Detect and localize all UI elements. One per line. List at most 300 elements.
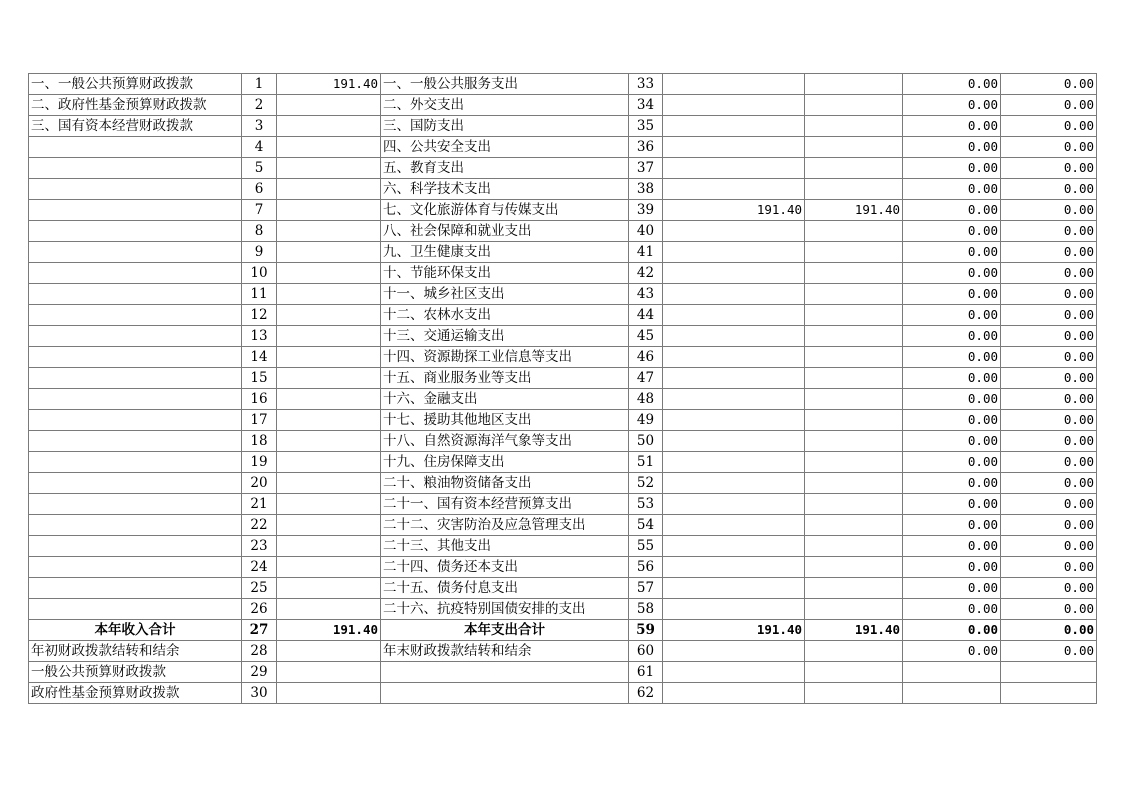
income-item-cell — [29, 263, 242, 284]
expense-amount-3-cell: 0.00 — [903, 347, 1001, 368]
table-row — [29, 515, 1097, 536]
income-line-no-cell: 26 — [242, 599, 277, 620]
expense-line-no-cell: 52 — [629, 473, 663, 494]
table-row — [29, 557, 1097, 578]
table-row — [29, 641, 1097, 662]
expense-amount-1-cell — [663, 662, 805, 683]
expense-amount-2-cell — [805, 641, 903, 662]
expense-amount-2-cell — [805, 431, 903, 452]
income-line-no-cell: 4 — [242, 137, 277, 158]
income-item-cell — [29, 557, 242, 578]
expense-amount-4-cell: 0.00 — [1001, 494, 1097, 515]
income-amount-cell — [277, 116, 381, 137]
expense-amount-1-cell — [663, 389, 805, 410]
table-row — [29, 431, 1097, 452]
expense-amount-2-cell — [805, 410, 903, 431]
expense-amount-3-cell: 0.00 — [903, 641, 1001, 662]
income-item-cell — [29, 515, 242, 536]
expense-total-amount-2: 191.40 — [805, 620, 903, 641]
income-amount-cell — [277, 641, 381, 662]
table-row — [29, 284, 1097, 305]
expense-line-no-cell: 46 — [629, 347, 663, 368]
expense-amount-1-cell: 191.40 — [663, 200, 805, 221]
expense-amount-1-cell — [663, 305, 805, 326]
expense-amount-4-cell: 0.00 — [1001, 389, 1097, 410]
expense-amount-2-cell — [805, 74, 903, 95]
expense-amount-2-cell — [805, 599, 903, 620]
income-amount-cell — [277, 452, 381, 473]
income-item-cell — [29, 200, 242, 221]
income-line-no-cell: 21 — [242, 494, 277, 515]
income-line-no-cell: 18 — [242, 431, 277, 452]
expense-amount-1-cell — [663, 515, 805, 536]
income-item-cell — [29, 221, 242, 242]
income-amount-cell — [277, 137, 381, 158]
expense-amount-2-cell — [805, 158, 903, 179]
expense-amount-2-cell — [805, 263, 903, 284]
expense-line-no-cell: 47 — [629, 368, 663, 389]
expense-line-no-cell: 41 — [629, 242, 663, 263]
income-amount-cell — [277, 200, 381, 221]
table-row — [29, 662, 1097, 683]
expense-total-amount-4: 0.00 — [1001, 620, 1097, 641]
expense-item-cell: 十七、援助其他地区支出 — [381, 410, 629, 431]
table-row — [29, 221, 1097, 242]
expense-amount-2-cell — [805, 326, 903, 347]
financial-table-sheet — [28, 73, 1097, 704]
expense-amount-1-cell — [663, 599, 805, 620]
table-row — [29, 200, 1097, 221]
expense-item-cell: 八、社会保障和就业支出 — [381, 221, 629, 242]
income-amount-cell — [277, 305, 381, 326]
income-line-no-cell: 10 — [242, 263, 277, 284]
income-line-no-cell: 12 — [242, 305, 277, 326]
expense-line-no-cell: 58 — [629, 599, 663, 620]
expense-item-cell: 七、文化旅游体育与传媒支出 — [381, 200, 629, 221]
expense-amount-4-cell: 0.00 — [1001, 641, 1097, 662]
expense-line-no-cell: 48 — [629, 389, 663, 410]
expense-amount-3-cell: 0.00 — [903, 158, 1001, 179]
expense-line-no-cell: 55 — [629, 536, 663, 557]
expense-line-no-cell: 39 — [629, 200, 663, 221]
expense-item-cell: 一、一般公共服务支出 — [381, 74, 629, 95]
income-line-no-cell: 23 — [242, 536, 277, 557]
table-row — [29, 95, 1097, 116]
expense-amount-1-cell — [663, 431, 805, 452]
income-item-cell: 一般公共预算财政拨款 — [29, 662, 242, 683]
income-amount-cell: 191.40 — [277, 74, 381, 95]
expense-amount-3-cell: 0.00 — [903, 95, 1001, 116]
income-item-cell — [29, 536, 242, 557]
expense-item-cell: 六、科学技术支出 — [381, 179, 629, 200]
expense-amount-4-cell: 0.00 — [1001, 515, 1097, 536]
expense-amount-2-cell — [805, 452, 903, 473]
income-item-cell — [29, 410, 242, 431]
income-amount-cell — [277, 515, 381, 536]
expense-amount-4-cell: 0.00 — [1001, 305, 1097, 326]
income-item-cell — [29, 368, 242, 389]
expense-item-cell: 二十三、其他支出 — [381, 536, 629, 557]
expense-amount-3-cell: 0.00 — [903, 431, 1001, 452]
expense-amount-1-cell — [663, 641, 805, 662]
income-item-cell: 政府性基金预算财政拨款 — [29, 683, 242, 704]
expense-amount-2-cell — [805, 557, 903, 578]
expense-item-cell: 十五、商业服务业等支出 — [381, 368, 629, 389]
income-line-no-cell: 3 — [242, 116, 277, 137]
expense-amount-1-cell — [663, 242, 805, 263]
income-item-cell — [29, 137, 242, 158]
income-amount-cell — [277, 536, 381, 557]
expense-amount-1-cell — [663, 536, 805, 557]
table-row — [29, 494, 1097, 515]
expense-amount-3-cell: 0.00 — [903, 536, 1001, 557]
income-amount-cell — [277, 389, 381, 410]
expense-amount-2-cell — [805, 347, 903, 368]
expense-amount-4-cell: 0.00 — [1001, 95, 1097, 116]
income-amount-cell — [277, 578, 381, 599]
expense-amount-4-cell: 0.00 — [1001, 74, 1097, 95]
expense-amount-2-cell — [805, 284, 903, 305]
expense-amount-2-cell — [805, 515, 903, 536]
income-line-no-cell: 2 — [242, 95, 277, 116]
expense-item-cell: 年末财政拨款结转和结余 — [381, 641, 629, 662]
expense-item-cell — [381, 683, 629, 704]
expense-amount-1-cell — [663, 347, 805, 368]
income-amount-cell — [277, 410, 381, 431]
table-body — [29, 74, 1097, 704]
income-item-cell — [29, 284, 242, 305]
expense-amount-2-cell — [805, 116, 903, 137]
expense-amount-2-cell — [805, 242, 903, 263]
income-total-label: 本年收入合计 — [29, 620, 242, 641]
expense-amount-1-cell — [663, 326, 805, 347]
income-item-cell — [29, 158, 242, 179]
expense-item-cell: 十六、金融支出 — [381, 389, 629, 410]
expense-line-no-cell: 45 — [629, 326, 663, 347]
expense-amount-4-cell — [1001, 662, 1097, 683]
expense-line-no-cell: 62 — [629, 683, 663, 704]
expense-line-no-cell: 33 — [629, 74, 663, 95]
table-row — [29, 389, 1097, 410]
expense-line-no-cell: 38 — [629, 179, 663, 200]
expense-amount-3-cell: 0.00 — [903, 200, 1001, 221]
income-amount-cell — [277, 494, 381, 515]
expense-amount-3-cell: 0.00 — [903, 326, 1001, 347]
expense-item-cell: 十九、住房保障支出 — [381, 452, 629, 473]
income-line-no-cell: 24 — [242, 557, 277, 578]
expense-amount-3-cell: 0.00 — [903, 74, 1001, 95]
expense-amount-3-cell — [903, 683, 1001, 704]
income-item-cell: 二、政府性基金预算财政拨款 — [29, 95, 242, 116]
expense-amount-2-cell — [805, 494, 903, 515]
expense-amount-4-cell: 0.00 — [1001, 263, 1097, 284]
expense-amount-1-cell — [663, 74, 805, 95]
income-item-cell — [29, 494, 242, 515]
income-item-cell: 年初财政拨款结转和结余 — [29, 641, 242, 662]
income-item-cell — [29, 431, 242, 452]
income-line-no-cell: 1 — [242, 74, 277, 95]
income-amount-cell — [277, 347, 381, 368]
expense-amount-4-cell: 0.00 — [1001, 410, 1097, 431]
expense-item-cell: 五、教育支出 — [381, 158, 629, 179]
expense-line-no-cell: 49 — [629, 410, 663, 431]
appropriation-table — [28, 73, 1097, 704]
expense-amount-4-cell: 0.00 — [1001, 473, 1097, 494]
expense-item-cell: 十二、农林水支出 — [381, 305, 629, 326]
expense-amount-2-cell — [805, 683, 903, 704]
expense-amount-2-cell — [805, 179, 903, 200]
expense-amount-4-cell: 0.00 — [1001, 557, 1097, 578]
expense-amount-1-cell — [663, 683, 805, 704]
table-row — [29, 683, 1097, 704]
expense-amount-4-cell: 0.00 — [1001, 116, 1097, 137]
table-row — [29, 452, 1097, 473]
expense-amount-3-cell: 0.00 — [903, 389, 1001, 410]
expense-line-no-cell: 35 — [629, 116, 663, 137]
table-row — [29, 347, 1097, 368]
income-line-no-cell: 6 — [242, 179, 277, 200]
expense-amount-1-cell — [663, 368, 805, 389]
expense-amount-3-cell: 0.00 — [903, 263, 1001, 284]
income-amount-cell — [277, 557, 381, 578]
table-row — [29, 578, 1097, 599]
income-line-no-cell: 19 — [242, 452, 277, 473]
expense-amount-1-cell — [663, 452, 805, 473]
expense-total-amount-3: 0.00 — [903, 620, 1001, 641]
expense-item-cell: 四、公共安全支出 — [381, 137, 629, 158]
expense-line-no-cell: 40 — [629, 221, 663, 242]
expense-item-cell: 二十五、债务付息支出 — [381, 578, 629, 599]
income-item-cell — [29, 347, 242, 368]
expense-amount-1-cell — [663, 221, 805, 242]
income-amount-cell — [277, 179, 381, 200]
income-amount-cell — [277, 284, 381, 305]
income-amount-cell — [277, 683, 381, 704]
income-item-cell — [29, 473, 242, 494]
income-item-cell — [29, 179, 242, 200]
expense-amount-4-cell: 0.00 — [1001, 179, 1097, 200]
expense-amount-1-cell — [663, 557, 805, 578]
table-row — [29, 74, 1097, 95]
income-line-no-cell: 14 — [242, 347, 277, 368]
expense-amount-1-cell — [663, 410, 805, 431]
income-line-no-cell: 5 — [242, 158, 277, 179]
expense-amount-1-cell — [663, 494, 805, 515]
expense-amount-3-cell: 0.00 — [903, 452, 1001, 473]
expense-amount-3-cell: 0.00 — [903, 221, 1001, 242]
expense-amount-4-cell: 0.00 — [1001, 368, 1097, 389]
expense-amount-3-cell — [903, 662, 1001, 683]
expense-line-no-cell: 37 — [629, 158, 663, 179]
expense-amount-3-cell: 0.00 — [903, 368, 1001, 389]
expense-amount-4-cell: 0.00 — [1001, 158, 1097, 179]
expense-amount-4-cell: 0.00 — [1001, 536, 1097, 557]
expense-amount-1-cell — [663, 137, 805, 158]
table-row — [29, 473, 1097, 494]
expense-amount-4-cell: 0.00 — [1001, 578, 1097, 599]
table-row — [29, 368, 1097, 389]
expense-amount-2-cell — [805, 536, 903, 557]
expense-item-cell: 十一、城乡社区支出 — [381, 284, 629, 305]
expense-amount-1-cell — [663, 95, 805, 116]
expense-amount-2-cell — [805, 305, 903, 326]
expense-amount-1-cell — [663, 284, 805, 305]
expense-item-cell: 三、国防支出 — [381, 116, 629, 137]
income-line-no-cell: 30 — [242, 683, 277, 704]
expense-item-cell: 二、外交支出 — [381, 95, 629, 116]
expense-total-amount-1: 191.40 — [663, 620, 805, 641]
expense-amount-3-cell: 0.00 — [903, 599, 1001, 620]
expense-line-no-cell: 34 — [629, 95, 663, 116]
expense-line-no-cell: 43 — [629, 284, 663, 305]
expense-amount-3-cell: 0.00 — [903, 179, 1001, 200]
expense-amount-1-cell — [663, 578, 805, 599]
income-item-cell — [29, 389, 242, 410]
income-amount-cell — [277, 158, 381, 179]
expense-line-no-cell: 53 — [629, 494, 663, 515]
income-item-cell — [29, 452, 242, 473]
expense-amount-4-cell: 0.00 — [1001, 284, 1097, 305]
income-line-no-cell: 9 — [242, 242, 277, 263]
income-amount-cell — [277, 368, 381, 389]
income-total-line-no: 27 — [242, 620, 277, 641]
expense-line-no-cell: 51 — [629, 452, 663, 473]
expense-total-label: 本年支出合计 — [381, 620, 629, 641]
expense-amount-4-cell: 0.00 — [1001, 326, 1097, 347]
expense-amount-3-cell: 0.00 — [903, 473, 1001, 494]
table-row — [29, 305, 1097, 326]
expense-amount-1-cell — [663, 179, 805, 200]
expense-line-no-cell: 61 — [629, 662, 663, 683]
expense-amount-2-cell — [805, 662, 903, 683]
expense-line-no-cell: 54 — [629, 515, 663, 536]
income-amount-cell — [277, 431, 381, 452]
expense-amount-4-cell: 0.00 — [1001, 221, 1097, 242]
income-line-no-cell: 8 — [242, 221, 277, 242]
expense-amount-4-cell: 0.00 — [1001, 599, 1097, 620]
totals-row — [29, 620, 1097, 641]
expense-amount-4-cell: 0.00 — [1001, 200, 1097, 221]
income-line-no-cell: 13 — [242, 326, 277, 347]
expense-item-cell: 二十六、抗疫特别国债安排的支出 — [381, 599, 629, 620]
expense-item-cell — [381, 662, 629, 683]
table-row — [29, 326, 1097, 347]
income-line-no-cell: 16 — [242, 389, 277, 410]
table-row — [29, 536, 1097, 557]
expense-amount-3-cell: 0.00 — [903, 242, 1001, 263]
income-amount-cell — [277, 221, 381, 242]
expense-amount-1-cell — [663, 473, 805, 494]
table-row — [29, 410, 1097, 431]
expense-amount-1-cell — [663, 263, 805, 284]
table-row — [29, 179, 1097, 200]
expense-amount-3-cell: 0.00 — [903, 284, 1001, 305]
income-item-cell: 三、国有资本经营财政拨款 — [29, 116, 242, 137]
expense-item-cell: 十四、资源勘探工业信息等支出 — [381, 347, 629, 368]
expense-amount-2-cell — [805, 578, 903, 599]
expense-amount-3-cell: 0.00 — [903, 410, 1001, 431]
expense-amount-3-cell: 0.00 — [903, 305, 1001, 326]
expense-amount-4-cell: 0.00 — [1001, 452, 1097, 473]
expense-amount-4-cell: 0.00 — [1001, 242, 1097, 263]
expense-amount-4-cell — [1001, 683, 1097, 704]
expense-amount-4-cell: 0.00 — [1001, 431, 1097, 452]
expense-item-cell: 二十四、债务还本支出 — [381, 557, 629, 578]
income-amount-cell — [277, 473, 381, 494]
expense-amount-2-cell — [805, 368, 903, 389]
expense-line-no-cell: 42 — [629, 263, 663, 284]
expense-amount-2-cell — [805, 473, 903, 494]
expense-item-cell: 十三、交通运输支出 — [381, 326, 629, 347]
income-line-no-cell: 15 — [242, 368, 277, 389]
expense-item-cell: 二十一、国有资本经营预算支出 — [381, 494, 629, 515]
expense-amount-4-cell: 0.00 — [1001, 347, 1097, 368]
expense-amount-2-cell — [805, 95, 903, 116]
table-row — [29, 137, 1097, 158]
expense-total-line-no: 59 — [629, 620, 663, 641]
expense-item-cell: 二十、粮油物资储备支出 — [381, 473, 629, 494]
expense-amount-1-cell — [663, 158, 805, 179]
income-amount-cell — [277, 662, 381, 683]
income-item-cell — [29, 599, 242, 620]
table-row — [29, 599, 1097, 620]
expense-line-no-cell: 57 — [629, 578, 663, 599]
income-line-no-cell: 17 — [242, 410, 277, 431]
income-item-cell: 一、一般公共预算财政拨款 — [29, 74, 242, 95]
expense-amount-3-cell: 0.00 — [903, 557, 1001, 578]
expense-amount-2-cell — [805, 221, 903, 242]
expense-item-cell: 九、卫生健康支出 — [381, 242, 629, 263]
table-row — [29, 263, 1097, 284]
expense-amount-4-cell: 0.00 — [1001, 137, 1097, 158]
income-amount-cell — [277, 95, 381, 116]
income-line-no-cell: 29 — [242, 662, 277, 683]
expense-amount-3-cell: 0.00 — [903, 578, 1001, 599]
income-total-amount: 191.40 — [277, 620, 381, 641]
expense-item-cell: 十八、自然资源海洋气象等支出 — [381, 431, 629, 452]
table-row — [29, 116, 1097, 137]
income-line-no-cell: 25 — [242, 578, 277, 599]
income-amount-cell — [277, 242, 381, 263]
expense-line-no-cell: 36 — [629, 137, 663, 158]
expense-line-no-cell: 60 — [629, 641, 663, 662]
expense-amount-3-cell: 0.00 — [903, 116, 1001, 137]
expense-line-no-cell: 50 — [629, 431, 663, 452]
income-line-no-cell: 20 — [242, 473, 277, 494]
expense-line-no-cell: 44 — [629, 305, 663, 326]
income-line-no-cell: 22 — [242, 515, 277, 536]
table-row — [29, 158, 1097, 179]
expense-amount-1-cell — [663, 116, 805, 137]
income-line-no-cell: 28 — [242, 641, 277, 662]
income-item-cell — [29, 305, 242, 326]
expense-item-cell: 二十二、灾害防治及应急管理支出 — [381, 515, 629, 536]
income-item-cell — [29, 578, 242, 599]
expense-amount-3-cell: 0.00 — [903, 137, 1001, 158]
income-item-cell — [29, 242, 242, 263]
expense-amount-2-cell: 191.40 — [805, 200, 903, 221]
income-amount-cell — [277, 263, 381, 284]
expense-item-cell: 十、节能环保支出 — [381, 263, 629, 284]
expense-amount-3-cell: 0.00 — [903, 494, 1001, 515]
income-amount-cell — [277, 326, 381, 347]
expense-amount-3-cell: 0.00 — [903, 515, 1001, 536]
income-line-no-cell: 7 — [242, 200, 277, 221]
expense-amount-2-cell — [805, 389, 903, 410]
income-line-no-cell: 11 — [242, 284, 277, 305]
expense-line-no-cell: 56 — [629, 557, 663, 578]
table-row — [29, 242, 1097, 263]
